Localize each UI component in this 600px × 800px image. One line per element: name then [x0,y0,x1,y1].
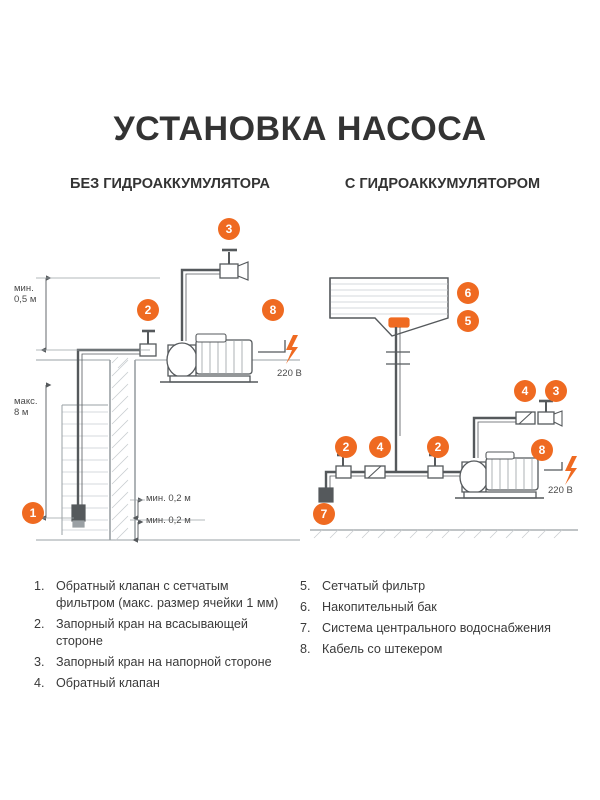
badge-right-4a: 4 [514,380,536,402]
legend-text: Накопительный бак [322,600,437,614]
badge-right-5: 5 [457,310,479,332]
diagram-area [0,200,600,560]
badge-left-8: 8 [262,299,284,321]
dim-min-0-2-a: мин. 0,2 м [146,493,191,504]
badge-right-2a: 2 [335,436,357,458]
pump-installation-svg [0,200,600,560]
subtitle-without-accumulator: БЕЗ ГИДРОАККУМУЛЯТОРА [70,176,270,192]
legend-number: 5. [300,579,311,593]
legend-text: Запорный кран на напорной стороне [56,655,272,669]
legend-text: Кабель со штекером [322,642,443,656]
badge-right-8: 8 [531,439,553,461]
list-item [300,620,560,637]
list-item [300,578,560,595]
badge-left-1: 1 [22,502,44,524]
legend-number: 1. [34,579,45,593]
legend-text: Запорный кран на всасывающей стороне [56,617,248,648]
legend-text: Система центрального водоснабжения [322,621,551,635]
legend-number: 3. [34,655,45,669]
legend-text: Сетчатый фильтр [322,579,426,593]
dim-min-0-2-b: мин. 0,2 м [146,515,191,526]
voltage-label-right: 220 В [548,485,573,496]
badge-right-7: 7 [313,503,335,525]
list-item [300,641,560,658]
voltage-label-left: 220 В [277,368,302,379]
legend-number: 6. [300,600,311,614]
list-item [34,675,284,692]
badge-right-2b: 2 [427,436,449,458]
legend-text: Обратный клапан [56,676,160,690]
legend-number: 7. [300,621,311,635]
dim-min-0-5: мин. 0,5 м [14,283,37,305]
list-item [34,654,284,671]
dim-max-8: макс. 8 м [14,396,38,418]
legend-column-right [300,578,560,662]
pump-right [455,452,544,498]
legend-number: 4. [34,676,45,690]
badge-left-3: 3 [218,218,240,240]
badge-right-4b: 4 [369,436,391,458]
legend-text: Обратный клапан с сетчатым фильтром (макс. размер ячейки 1 мм) [56,579,279,610]
legend-column-left [34,578,284,696]
list-item [300,599,560,616]
badge-left-2: 2 [137,299,159,321]
list-item [34,616,284,650]
badge-right-3: 3 [545,380,567,402]
badge-right-6: 6 [457,282,479,304]
pump-left [160,334,258,382]
legend-number: 8. [300,642,311,656]
legend-number: 2. [34,617,45,631]
list-item [34,578,284,612]
right-diagram-group [310,278,578,538]
page-title: УСТАНОВКА НАСОСА [113,110,487,148]
subtitle-with-accumulator: С ГИДРОАККУМУЛЯТОРОМ [344,176,541,192]
